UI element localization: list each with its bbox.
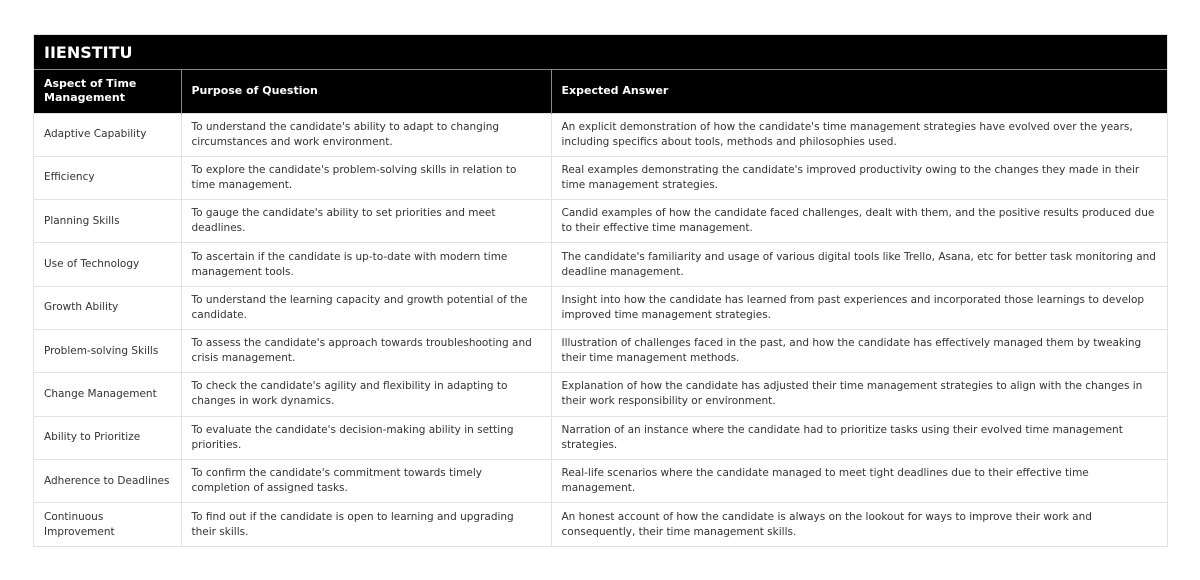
cell-answer: Real examples demonstrating the candidate's improved productivity owing to the changes they made in their time management strategies. [551,156,1167,199]
cell-answer: The candidate's familiarity and usage of various digital tools like Trello, Asana, etc for better task monitoring and deadline management. [551,243,1167,286]
table-row [34,286,1167,329]
cell-purpose: To understand the learning capacity and growth potential of the candidate. [181,286,551,329]
cell-answer: Illustration of challenges faced in the past, and how the candidate has effectively managed them by tweaking their time management methods. [551,329,1167,372]
cell-answer: An honest account of how the candidate is always on the lookout for ways to improve their work and consequently, their time management skills. [551,503,1167,546]
table-row [34,373,1167,416]
cell-aspect: Efficiency [34,156,181,199]
table-title: IIENSTITU [34,35,1167,70]
cell-answer: Real-life scenarios where the candidate managed to meet tight deadlines due to their effective time management. [551,459,1167,502]
cell-purpose: To understand the candidate's ability to adapt to changing circumstances and work environment. [181,113,551,156]
cell-purpose: To explore the candidate's problem-solving skills in relation to time management. [181,156,551,199]
cell-answer: Explanation of how the candidate has adjusted their time management strategies to align with the changes in their work responsibility or environment. [551,373,1167,416]
cell-answer: Narration of an instance where the candidate had to prioritize tasks using their evolved time management strategies. [551,416,1167,459]
table-row [34,503,1167,546]
header-answer: Expected Answer [551,70,1167,113]
cell-aspect: Adaptive Capability [34,113,181,156]
cell-purpose: To evaluate the candidate's decision-making ability in setting priorities. [181,416,551,459]
cell-aspect: Use of Technology [34,243,181,286]
header-purpose: Purpose of Question [181,70,551,113]
cell-answer: Candid examples of how the candidate faced challenges, dealt with them, and the positive results produced due to their effective time management. [551,200,1167,243]
cell-purpose: To check the candidate's agility and flexibility in adapting to changes in work dynamics. [181,373,551,416]
table-row [34,113,1167,156]
time-management-table [34,70,1167,546]
table-row [34,243,1167,286]
cell-aspect: Continuous Improvement [34,503,181,546]
table-row [34,156,1167,199]
cell-aspect: Growth Ability [34,286,181,329]
table-row [34,200,1167,243]
header-row [34,70,1167,113]
table-row [34,329,1167,372]
cell-purpose: To assess the candidate's approach towards troubleshooting and crisis management. [181,329,551,372]
cell-purpose: To gauge the candidate's ability to set priorities and meet deadlines. [181,200,551,243]
table-row [34,416,1167,459]
cell-aspect: Problem-solving Skills [34,329,181,372]
cell-aspect: Change Management [34,373,181,416]
cell-answer: Insight into how the candidate has learned from past experiences and incorporated those learnings to develop improved time management strategies. [551,286,1167,329]
header-aspect: Aspect of Time Management [34,70,181,113]
cell-purpose: To confirm the candidate's commitment towards timely completion of assigned tasks. [181,459,551,502]
table-container [33,34,1168,547]
cell-aspect: Planning Skills [34,200,181,243]
cell-purpose: To ascertain if the candidate is up-to-date with modern time management tools. [181,243,551,286]
cell-answer: An explicit demonstration of how the candidate's time management strategies have evolved over the years, including specifics about tools, methods and philosophies used. [551,113,1167,156]
cell-purpose: To find out if the candidate is open to learning and upgrading their skills. [181,503,551,546]
cell-aspect: Ability to Prioritize [34,416,181,459]
cell-aspect: Adherence to Deadlines [34,459,181,502]
table-row [34,459,1167,502]
